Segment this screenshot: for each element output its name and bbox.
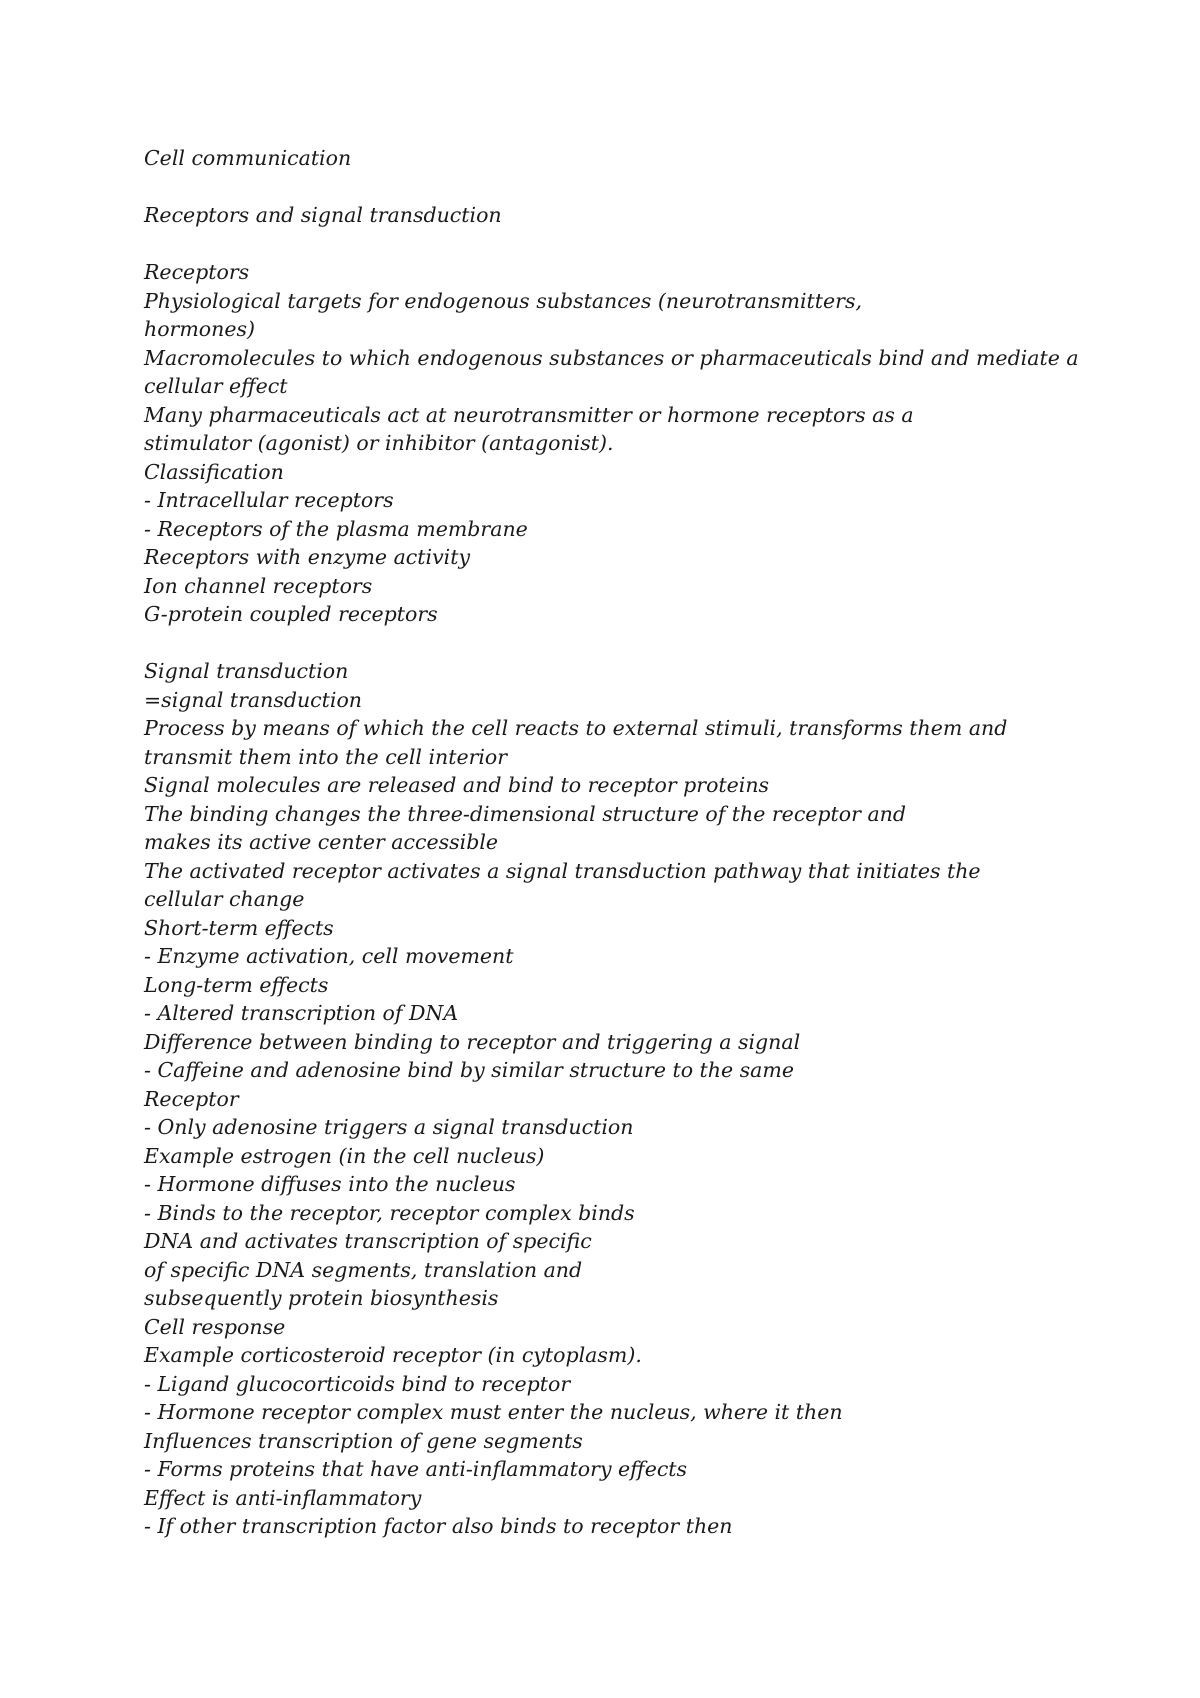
text-line: Many pharmaceuticals act at neurotransmitter or hormone receptors as a (144, 402, 914, 427)
text-line: makes its active center accessible (144, 830, 499, 854)
text-line: transmit them into the cell interior (144, 744, 508, 769)
text-line: Receptors with enzyme activity (144, 545, 471, 569)
spacer (144, 230, 1064, 259)
text-line: G-protein coupled receptors (144, 602, 438, 626)
text-line: Receptor (144, 1086, 239, 1111)
spacer (144, 173, 1064, 202)
text-line: - Hormone receptor complex must enter the nucleus, where it then (144, 1400, 843, 1424)
text-line: - Forms proteins that have anti-inflammatory effects (144, 1457, 688, 1481)
text-line: DNA and activates transcription of specific (144, 1229, 592, 1253)
text-line: Signal transduction (144, 659, 349, 683)
text-line: subsequently protein biosynthesis (144, 1286, 499, 1310)
text-line: Classification (144, 459, 284, 484)
text-line: - Hormone diffuses into the nucleus (144, 1172, 516, 1196)
text-line: cellular effect (144, 374, 288, 398)
text-line: =signal transduction (144, 687, 363, 712)
text-line: Receptors (144, 260, 250, 284)
text-line: - Altered transcription of DNA (144, 1001, 459, 1025)
text-line: of specific DNA segments, translation and (144, 1257, 583, 1282)
text-line: Influences transcription of gene segments (144, 1428, 583, 1453)
text-line: Physiological targets for endogenous substances (neurotransmitters, (144, 288, 863, 313)
text-line: Long-term effects (144, 972, 329, 997)
text-line: - If other transcription factor also binds to receptor then (144, 1514, 733, 1538)
text-line: Example corticosteroid receptor (in cytoplasm). (144, 1343, 642, 1367)
text-line: The activated receptor activates a signal transduction pathway that initiates the (144, 858, 981, 883)
text-line: Difference between binding to receptor and triggering a signal (144, 1029, 801, 1054)
spacer (144, 629, 1064, 658)
document-subtitle: Receptors and signal transduction (144, 203, 502, 227)
text-line: Short-term effects (144, 915, 334, 940)
text-line: hormones) (144, 317, 255, 341)
text-line: Cell response (144, 1314, 286, 1339)
text-line: Effect is anti-inflammatory (144, 1485, 422, 1510)
text-line: - Intracellular receptors (144, 488, 394, 512)
text-line: cellular change (144, 887, 305, 911)
receptors-section (144, 258, 1079, 629)
text-line: - Receptors of the plasma membrane (144, 516, 528, 541)
signal-transduction-section (144, 657, 1064, 1541)
text-line: - Only adenosine triggers a signal transduction (144, 1115, 634, 1139)
document-body (144, 144, 1079, 1541)
text-line: Ion channel receptors (144, 573, 373, 598)
text-line: Macromolecules to which endogenous substances or pharmaceuticals bind and mediate a (144, 345, 1079, 370)
text-line: The binding changes the three-dimensional structure of the receptor and (144, 801, 906, 826)
text-line: - Ligand glucocorticoids bind to receptor (144, 1371, 571, 1396)
text-line: Example estrogen (in the cell nucleus) (144, 1143, 545, 1168)
document-title: Cell communication (144, 146, 352, 170)
text-line: - Enzyme activation, cell movement (144, 944, 514, 968)
text-line: Process by means of which the cell reacts to external stimuli, transforms them and (144, 716, 1008, 740)
text-line: - Binds to the receptor, receptor complex binds (144, 1200, 635, 1225)
text-line: Signal molecules are released and bind to receptor proteins (144, 773, 770, 797)
text-line: - Caffeine and adenosine bind by similar structure to the same (144, 1058, 794, 1082)
text-line: stimulator (agonist) or inhibitor (antagonist). (144, 431, 614, 455)
